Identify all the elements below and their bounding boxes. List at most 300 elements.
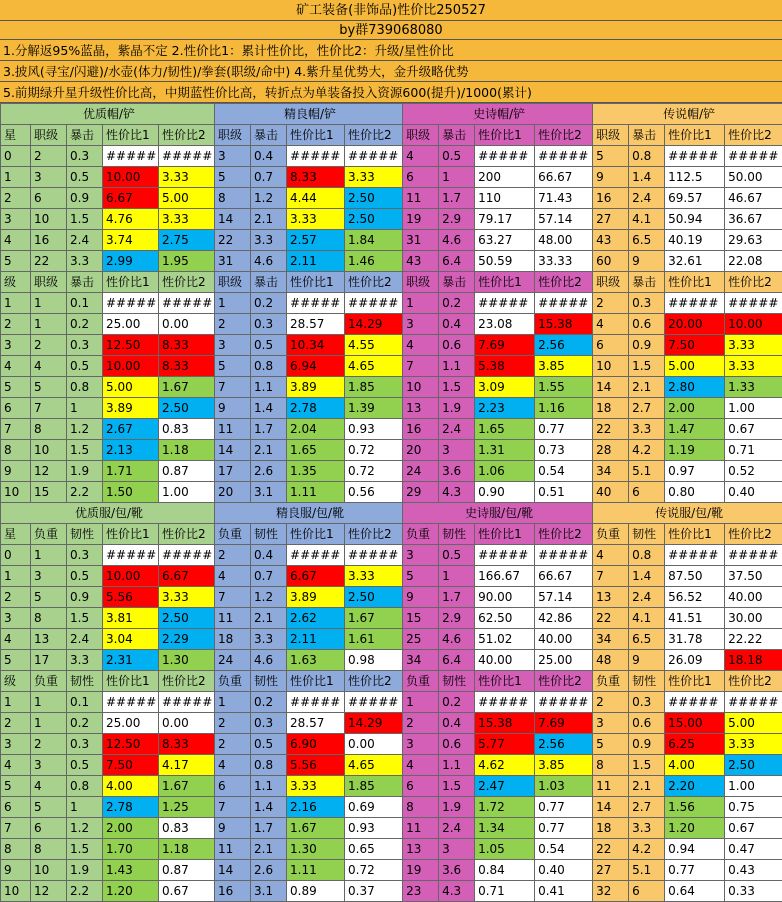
ratio-cell: 2.50 xyxy=(159,608,215,629)
level-cell: 4 xyxy=(1,230,31,251)
ratio-cell: 1.85 xyxy=(345,377,403,398)
ratio-cell: ##### xyxy=(665,692,725,713)
column-header-row xyxy=(1,125,782,146)
note-line-3: 5.前期绿升星升级性价比高，中期蓝性价比高，转折点为单装备投入资源600(提升)/1000(累计) xyxy=(0,82,782,103)
stat-cell: 13 xyxy=(593,587,629,608)
stat-cell: 0.5 xyxy=(439,545,475,566)
stat-cell: 1.7 xyxy=(439,188,475,209)
ratio-cell: 1.30 xyxy=(159,650,215,671)
ratio-cell: 3.74 xyxy=(103,230,159,251)
table-row xyxy=(1,251,782,272)
ratio-cell: 3.89 xyxy=(287,377,345,398)
stat-cell: 0.5 xyxy=(251,734,287,755)
ratio-cell: 3.33 xyxy=(159,209,215,230)
ratio-cell: 40.00 xyxy=(725,587,782,608)
stat-cell: 3 xyxy=(31,755,67,776)
stat-cell: 1 xyxy=(439,566,475,587)
ratio-cell: 1.61 xyxy=(345,629,403,650)
column-header-row xyxy=(1,524,782,545)
stat-cell: 5 xyxy=(31,797,67,818)
stat-cell: 1.5 xyxy=(439,776,475,797)
ratio-cell: 56.52 xyxy=(665,587,725,608)
stat-cell: 28 xyxy=(593,440,629,461)
section-title: 优质服/包/靴 xyxy=(1,503,215,524)
stat-cell: 15 xyxy=(403,608,439,629)
stat-cell: 22 xyxy=(31,251,67,272)
section-title: 传说帽/铲 xyxy=(593,104,782,125)
ratio-cell: 0.77 xyxy=(535,419,593,440)
level-cell: 5 xyxy=(1,776,31,797)
table-row xyxy=(1,839,782,860)
table-row xyxy=(1,293,782,314)
ratio-cell: 5.56 xyxy=(287,755,345,776)
ratio-cell: 1.67 xyxy=(159,776,215,797)
stat-cell: 0.8 xyxy=(629,545,665,566)
ratio-cell: ##### xyxy=(475,692,535,713)
column-header: 性价比2 xyxy=(159,125,215,146)
stat-cell: 1.1 xyxy=(439,356,475,377)
ratio-cell: 7.50 xyxy=(103,755,159,776)
stat-cell: 15 xyxy=(31,482,67,503)
ratio-cell: 0.69 xyxy=(345,797,403,818)
column-header: 性价比2 xyxy=(535,125,593,146)
column-header-row xyxy=(1,671,782,692)
stat-cell: 0.3 xyxy=(67,734,103,755)
stat-cell: 5.1 xyxy=(629,461,665,482)
column-header: 职级 xyxy=(593,125,629,146)
stat-cell: 24 xyxy=(215,650,251,671)
column-header: 性价比2 xyxy=(345,671,403,692)
ratio-cell: 8.33 xyxy=(159,335,215,356)
column-header: 暴击 xyxy=(67,125,103,146)
ratio-cell: 4.62 xyxy=(475,755,535,776)
note-line-2: 3.披风(寻宝/闪避)/水壶(体力/韧性)/拳套(职级/命中) 4.紫升星优势大，金升级略优势 xyxy=(0,61,782,82)
column-header: 职级 xyxy=(215,125,251,146)
table-row xyxy=(1,545,782,566)
stat-cell: 8 xyxy=(403,797,439,818)
ratio-cell: 0.80 xyxy=(665,482,725,503)
column-header: 性价比1 xyxy=(287,671,345,692)
stat-cell: 2.1 xyxy=(251,608,287,629)
sheet-title: 矿工装备(非饰品)性价比250527 xyxy=(0,0,782,21)
ratio-cell: ##### xyxy=(345,146,403,167)
stat-cell: 13 xyxy=(403,398,439,419)
stat-cell: 7 xyxy=(31,398,67,419)
ratio-cell: 6.25 xyxy=(665,734,725,755)
ratio-cell: ##### xyxy=(345,293,403,314)
ratio-cell: 1.25 xyxy=(159,797,215,818)
ratio-cell: 2.04 xyxy=(287,419,345,440)
column-header: 性价比1 xyxy=(103,524,159,545)
ratio-cell: 0.67 xyxy=(159,881,215,902)
stat-cell: 3 xyxy=(31,566,67,587)
ratio-cell: 1.00 xyxy=(725,776,782,797)
stat-cell: 0.9 xyxy=(67,188,103,209)
column-header: 暴击 xyxy=(251,272,287,293)
stat-cell: 40 xyxy=(593,482,629,503)
stat-cell: 6 xyxy=(629,482,665,503)
ratio-cell: 2.50 xyxy=(345,188,403,209)
section-title-row xyxy=(1,104,782,125)
level-cell: 6 xyxy=(1,797,31,818)
stat-cell: 0.5 xyxy=(67,755,103,776)
ratio-cell: 40.19 xyxy=(665,230,725,251)
ratio-cell: 0.67 xyxy=(725,818,782,839)
stat-cell: 13 xyxy=(31,629,67,650)
ratio-cell: 1.65 xyxy=(475,419,535,440)
ratio-cell: ##### xyxy=(103,293,159,314)
ratio-cell: 2.29 xyxy=(159,629,215,650)
ratio-cell: 5.00 xyxy=(103,377,159,398)
stat-cell: 8 xyxy=(31,419,67,440)
ratio-cell: 50.00 xyxy=(725,167,782,188)
stat-cell: 34 xyxy=(593,461,629,482)
ratio-cell: 5.38 xyxy=(475,356,535,377)
table-row xyxy=(1,755,782,776)
stat-cell: 19 xyxy=(403,860,439,881)
ratio-cell: 2.78 xyxy=(103,797,159,818)
ratio-cell: 2.00 xyxy=(103,818,159,839)
ratio-cell: 0.67 xyxy=(725,419,782,440)
ratio-cell: 29.63 xyxy=(725,230,782,251)
ratio-cell: 3.81 xyxy=(103,608,159,629)
stat-cell: 2.6 xyxy=(251,860,287,881)
column-header: 性价比1 xyxy=(287,272,345,293)
stat-cell: 6 xyxy=(403,167,439,188)
stat-cell: 18 xyxy=(215,629,251,650)
ratio-cell: 6.90 xyxy=(287,734,345,755)
table-row xyxy=(1,776,782,797)
level-cell: 2 xyxy=(1,314,31,335)
ratio-cell: 30.00 xyxy=(725,608,782,629)
ratio-cell: 1.70 xyxy=(103,839,159,860)
ratio-cell: ##### xyxy=(665,293,725,314)
column-header: 性价比2 xyxy=(535,671,593,692)
stat-cell: 6.5 xyxy=(629,230,665,251)
stat-cell: 0.8 xyxy=(67,377,103,398)
ratio-cell: 0.77 xyxy=(665,860,725,881)
stat-cell: 2.2 xyxy=(67,881,103,902)
ratio-cell: 2.67 xyxy=(103,419,159,440)
ratio-cell: 2.13 xyxy=(103,440,159,461)
ratio-cell: 8.33 xyxy=(287,167,345,188)
ratio-cell: 1.18 xyxy=(159,839,215,860)
column-header: 性价比1 xyxy=(287,524,345,545)
ratio-cell: 1.03 xyxy=(535,776,593,797)
stat-cell: 20 xyxy=(215,482,251,503)
stat-cell: 22 xyxy=(593,608,629,629)
ratio-cell: 0.40 xyxy=(725,482,782,503)
ratio-cell: 5.56 xyxy=(103,587,159,608)
stat-cell: 1 xyxy=(31,293,67,314)
stat-cell: 0.3 xyxy=(67,146,103,167)
ratio-cell: 1.19 xyxy=(665,440,725,461)
stat-cell: 0.8 xyxy=(67,776,103,797)
ratio-cell: 0.77 xyxy=(535,818,593,839)
ratio-cell: 14.29 xyxy=(345,314,403,335)
table-row xyxy=(1,230,782,251)
column-header: 性价比2 xyxy=(535,272,593,293)
level-cell: 10 xyxy=(1,881,31,902)
stat-cell: 1.7 xyxy=(251,419,287,440)
ratio-cell: 22.08 xyxy=(725,251,782,272)
ratio-cell: 3.85 xyxy=(535,755,593,776)
stat-cell: 3.3 xyxy=(67,251,103,272)
stat-cell: 8 xyxy=(31,839,67,860)
ratio-cell: 0.97 xyxy=(665,461,725,482)
ratio-cell: 5.00 xyxy=(159,188,215,209)
stat-cell: 4.2 xyxy=(629,440,665,461)
stat-cell: 0.8 xyxy=(629,146,665,167)
stat-cell: 1.5 xyxy=(629,356,665,377)
ratio-cell: 2.50 xyxy=(725,755,782,776)
stat-cell: 1.5 xyxy=(629,755,665,776)
stat-cell: 1.5 xyxy=(67,209,103,230)
table-row xyxy=(1,377,782,398)
stat-cell: 4.6 xyxy=(251,650,287,671)
stat-cell: 23 xyxy=(403,881,439,902)
stat-cell: 0.4 xyxy=(251,545,287,566)
stat-cell: 3 xyxy=(403,545,439,566)
column-header: 职级 xyxy=(403,272,439,293)
column-header: 韧性 xyxy=(439,671,475,692)
ratio-cell: 1.43 xyxy=(103,860,159,881)
column-header: 负重 xyxy=(215,671,251,692)
stat-cell: 4 xyxy=(403,755,439,776)
author-line: by群739068080 xyxy=(0,21,782,40)
ratio-cell: 23.08 xyxy=(475,314,535,335)
ratio-cell: 0.87 xyxy=(159,860,215,881)
column-header: 级 xyxy=(1,272,31,293)
stat-cell: 1.4 xyxy=(629,167,665,188)
stat-cell: 3.3 xyxy=(629,419,665,440)
ratio-cell: 62.50 xyxy=(475,608,535,629)
stat-cell: 4.6 xyxy=(439,230,475,251)
ratio-cell: 0.90 xyxy=(475,482,535,503)
stat-cell: 11 xyxy=(215,419,251,440)
ratio-cell: 2.56 xyxy=(535,734,593,755)
ratio-cell: ##### xyxy=(475,545,535,566)
stat-cell: 11 xyxy=(593,776,629,797)
column-header: 暴击 xyxy=(67,272,103,293)
stat-cell: 1.5 xyxy=(67,440,103,461)
ratio-cell: 69.57 xyxy=(665,188,725,209)
ratio-cell: 2.80 xyxy=(665,377,725,398)
ratio-cell: 1.50 xyxy=(103,482,159,503)
column-header: 性价比1 xyxy=(475,671,535,692)
stat-cell: 2 xyxy=(215,314,251,335)
stat-cell: 0.4 xyxy=(439,713,475,734)
ratio-cell: 63.27 xyxy=(475,230,535,251)
stat-cell: 0.5 xyxy=(67,566,103,587)
ratio-cell: ##### xyxy=(665,146,725,167)
stat-cell: 1 xyxy=(215,293,251,314)
ratio-cell: 15.00 xyxy=(665,713,725,734)
ratio-cell: 0.73 xyxy=(535,440,593,461)
stat-cell: 17 xyxy=(215,461,251,482)
stat-cell: 2.1 xyxy=(251,209,287,230)
stat-cell: 60 xyxy=(593,251,629,272)
table-row xyxy=(1,860,782,881)
ratio-cell: 5.00 xyxy=(725,713,782,734)
ratio-cell: 6.67 xyxy=(159,566,215,587)
stat-cell: 4 xyxy=(593,314,629,335)
ratio-cell: ##### xyxy=(159,692,215,713)
level-cell: 1 xyxy=(1,293,31,314)
ratio-cell: 0.56 xyxy=(345,482,403,503)
stat-cell: 3.6 xyxy=(439,461,475,482)
stat-cell: 3 xyxy=(593,713,629,734)
level-cell: 9 xyxy=(1,860,31,881)
stat-cell: 1 xyxy=(31,545,67,566)
stat-cell: 2 xyxy=(593,293,629,314)
ratio-cell: 1.30 xyxy=(287,839,345,860)
stat-cell: 0.2 xyxy=(67,713,103,734)
stat-cell: 27 xyxy=(593,860,629,881)
stat-cell: 1.9 xyxy=(439,797,475,818)
ratio-cell: 10.00 xyxy=(103,167,159,188)
stat-cell: 0.7 xyxy=(251,566,287,587)
ratio-cell: 2.62 xyxy=(287,608,345,629)
stat-cell: 14 xyxy=(215,209,251,230)
stat-cell: 6.5 xyxy=(629,629,665,650)
stat-cell: 3 xyxy=(403,314,439,335)
ratio-cell: ##### xyxy=(159,293,215,314)
level-cell: 8 xyxy=(1,440,31,461)
level-cell: 3 xyxy=(1,608,31,629)
ratio-cell: 1.33 xyxy=(725,377,782,398)
stat-cell: 0.9 xyxy=(629,734,665,755)
ratio-cell: 0.54 xyxy=(535,839,593,860)
stat-cell: 0.3 xyxy=(251,713,287,734)
ratio-cell: 4.44 xyxy=(287,188,345,209)
stat-cell: 0.2 xyxy=(251,293,287,314)
ratio-cell: 51.02 xyxy=(475,629,535,650)
ratio-cell: ##### xyxy=(345,545,403,566)
column-header: 性价比1 xyxy=(475,272,535,293)
ratio-cell: 1.65 xyxy=(287,440,345,461)
column-header: 性价比2 xyxy=(345,125,403,146)
level-cell: 1 xyxy=(1,692,31,713)
stat-cell: 1 xyxy=(67,797,103,818)
stat-cell: 4.1 xyxy=(629,608,665,629)
ratio-cell: 2.11 xyxy=(287,251,345,272)
level-cell: 1 xyxy=(1,566,31,587)
ratio-cell: 1.11 xyxy=(287,860,345,881)
column-header: 职级 xyxy=(215,272,251,293)
stat-cell: 20 xyxy=(403,440,439,461)
ratio-cell: 112.5 xyxy=(665,167,725,188)
stat-cell: 1.1 xyxy=(251,377,287,398)
table-row xyxy=(1,734,782,755)
level-cell: 3 xyxy=(1,209,31,230)
ratio-cell: 15.38 xyxy=(535,314,593,335)
ratio-cell: 0.47 xyxy=(725,839,782,860)
stat-cell: 2.1 xyxy=(629,776,665,797)
stat-cell: 6.4 xyxy=(439,650,475,671)
stat-cell: 27 xyxy=(593,209,629,230)
stat-cell: 6 xyxy=(31,818,67,839)
stat-cell: 4.6 xyxy=(439,629,475,650)
stat-cell: 6 xyxy=(629,881,665,902)
column-header: 性价比1 xyxy=(103,671,159,692)
column-header: 性价比1 xyxy=(475,524,535,545)
stat-cell: 2.7 xyxy=(629,797,665,818)
stat-cell: 4 xyxy=(215,566,251,587)
ratio-cell: 0.72 xyxy=(345,440,403,461)
table-row xyxy=(1,650,782,671)
table-row xyxy=(1,629,782,650)
ratio-cell: 33.33 xyxy=(535,251,593,272)
level-cell: 0 xyxy=(1,545,31,566)
column-header: 暴击 xyxy=(629,125,665,146)
ratio-cell: 2.50 xyxy=(345,587,403,608)
stat-cell: 2.1 xyxy=(251,839,287,860)
stat-cell: 9 xyxy=(215,818,251,839)
ratio-cell: 87.50 xyxy=(665,566,725,587)
ratio-cell: 25.00 xyxy=(103,314,159,335)
ratio-cell: 1.71 xyxy=(103,461,159,482)
table-row xyxy=(1,881,782,902)
stat-cell: 2.2 xyxy=(67,482,103,503)
level-cell: 5 xyxy=(1,251,31,272)
stat-cell: 4.2 xyxy=(629,839,665,860)
ratio-cell: 0.51 xyxy=(535,482,593,503)
table-row xyxy=(1,440,782,461)
ratio-cell: 90.00 xyxy=(475,587,535,608)
ratio-cell: 79.17 xyxy=(475,209,535,230)
stat-cell: 31 xyxy=(403,230,439,251)
column-header: 性价比1 xyxy=(475,125,535,146)
stat-cell: 3 xyxy=(439,440,475,461)
level-cell: 6 xyxy=(1,398,31,419)
column-header: 职级 xyxy=(593,272,629,293)
stat-cell: 4 xyxy=(403,335,439,356)
stat-cell: 2.4 xyxy=(67,230,103,251)
ratio-cell: 0.00 xyxy=(159,713,215,734)
table-row xyxy=(1,713,782,734)
stat-cell: 10 xyxy=(593,356,629,377)
stat-cell: 4 xyxy=(31,356,67,377)
stat-cell: 1.2 xyxy=(251,188,287,209)
stat-cell: 16 xyxy=(403,419,439,440)
ratio-cell: ##### xyxy=(725,293,782,314)
stat-cell: 1.7 xyxy=(439,587,475,608)
stat-cell: 2.6 xyxy=(251,461,287,482)
stat-cell: 0.5 xyxy=(67,167,103,188)
stat-cell: 14 xyxy=(215,860,251,881)
ratio-cell: 4.17 xyxy=(159,755,215,776)
ratio-cell: 40.00 xyxy=(535,629,593,650)
stat-cell: 2.7 xyxy=(629,398,665,419)
ratio-cell: 10.00 xyxy=(103,356,159,377)
stat-cell: 32 xyxy=(593,881,629,902)
ratio-cell: 66.67 xyxy=(535,167,593,188)
ratio-cell: 3.89 xyxy=(103,398,159,419)
ratio-cell: 1.55 xyxy=(535,377,593,398)
table-row xyxy=(1,209,782,230)
stat-cell: 0.3 xyxy=(629,293,665,314)
section-title: 优质帽/铲 xyxy=(1,104,215,125)
stat-cell: 14 xyxy=(593,797,629,818)
table-row xyxy=(1,797,782,818)
ratio-cell: 4.65 xyxy=(345,755,403,776)
stat-cell: 5 xyxy=(31,377,67,398)
ratio-cell: 2.57 xyxy=(287,230,345,251)
table-row xyxy=(1,587,782,608)
section-title: 传说服/包/靴 xyxy=(593,503,782,524)
ratio-cell: ##### xyxy=(535,692,593,713)
